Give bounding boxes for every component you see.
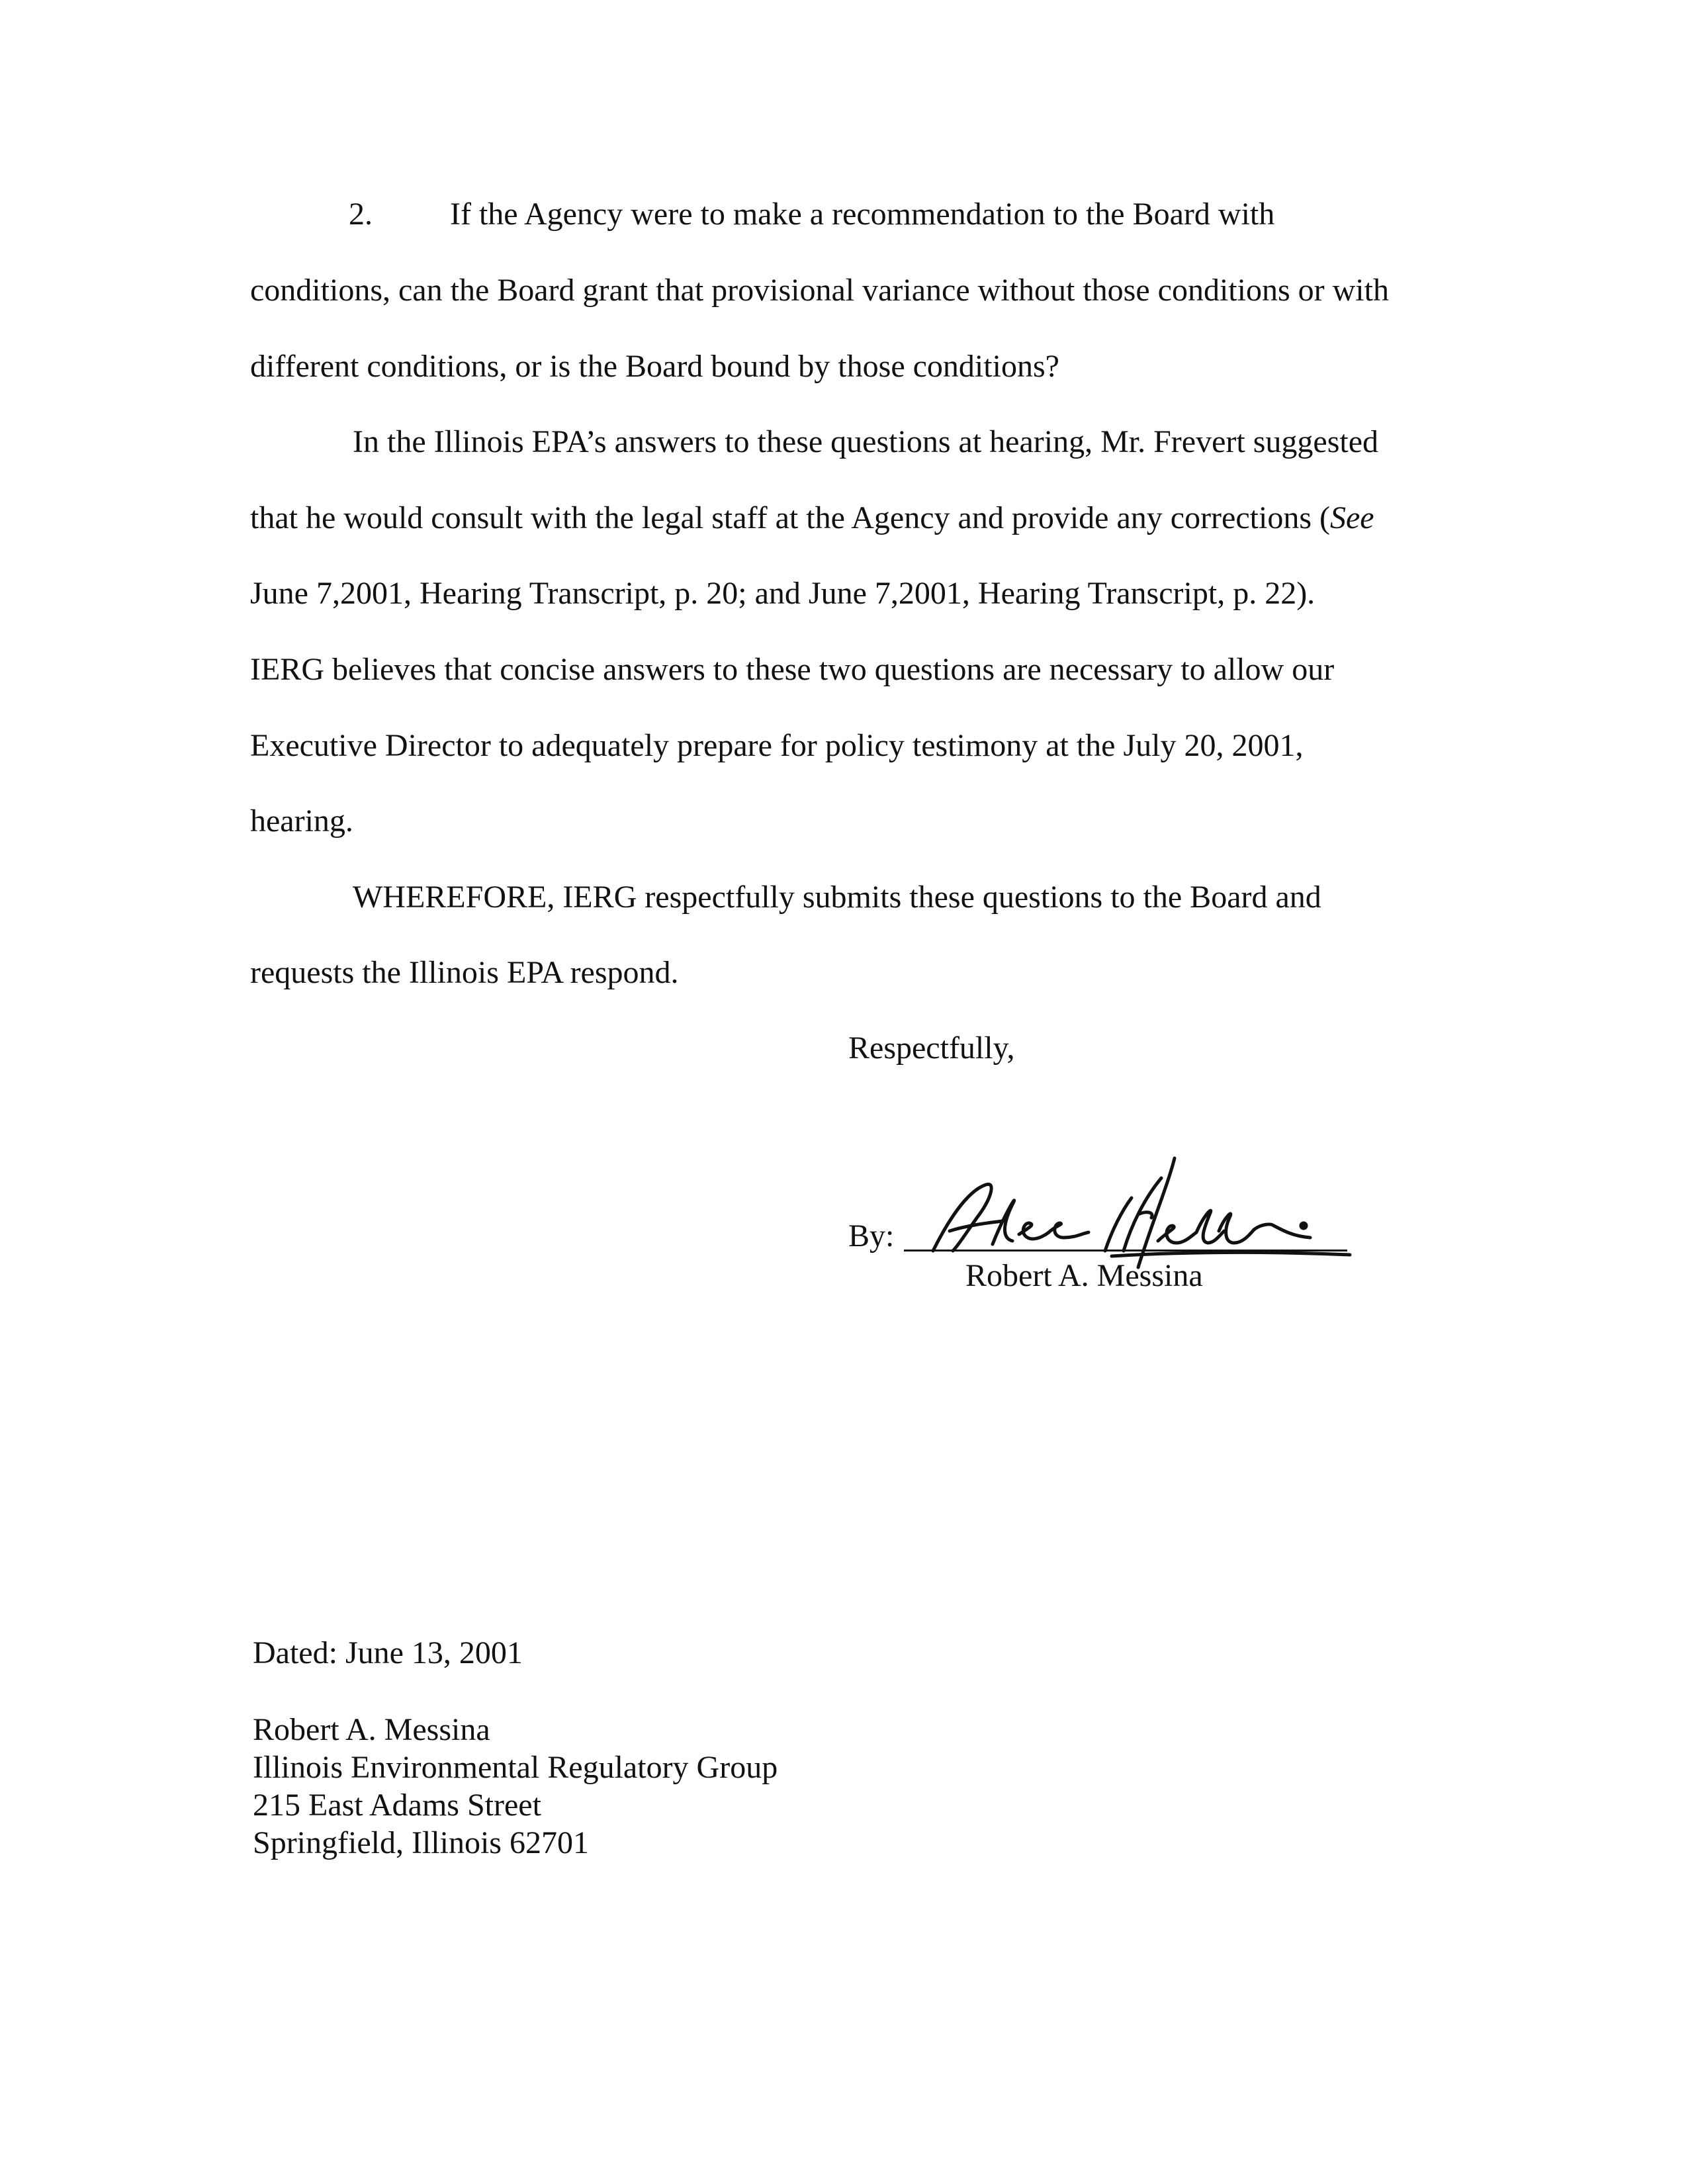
question-2-line-2: conditions, can the Board grant that provisional variance without those conditions or with [250,273,1389,308]
closing-salutation: Respectfully, [848,1030,1015,1066]
see-citation-signal: See [1329,500,1374,535]
address-city: Springfield, Illinois 62701 [253,1825,589,1860]
address-organization: Illinois Environmental Regulatory Group [253,1750,778,1785]
question-2-line-1: If the Agency were to make a recommendation to the Board with [450,197,1275,232]
paragraph-1-line-4: IERG believes that concise answers to these two questions are necessary to allow our [250,652,1335,687]
address-street: 215 East Adams Street [253,1788,541,1823]
question-number: 2. [349,197,373,232]
dated-line: Dated: June 13, 2001 [253,1635,523,1670]
paragraph-1-line-3: June 7,2001, Hearing Transcript, p. 20; and June 7,2001, Hearing Transcript, p. 22). [250,576,1315,611]
paragraph-1-line-2-text: that he would consult with the legal staff at the Agency and provide any corrections ( [250,500,1330,535]
signer-name: Robert A. Messina [965,1258,1203,1293]
paragraph-1-line-6: hearing. [250,803,353,839]
question-2-line-3: different conditions, or is the Board bound by those conditions? [250,349,1059,384]
address-name: Robert A. Messina [253,1712,490,1747]
paragraph-1-line-5: Executive Director to adequately prepare for policy testimony at the July 20, 2001, [250,728,1304,763]
wherefore-line-1: WHEREFORE, IERG respectfully submits these questions to the Board and [353,880,1321,915]
wherefore-line-2: requests the Illinois EPA respond. [250,955,679,990]
paragraph-1-line-1: In the Illinois EPA’s answers to these questions at hearing, Mr. Frevert suggested [353,424,1379,459]
paragraph-1-line-2 [250,500,1374,537]
by-label: By: [848,1218,895,1253]
